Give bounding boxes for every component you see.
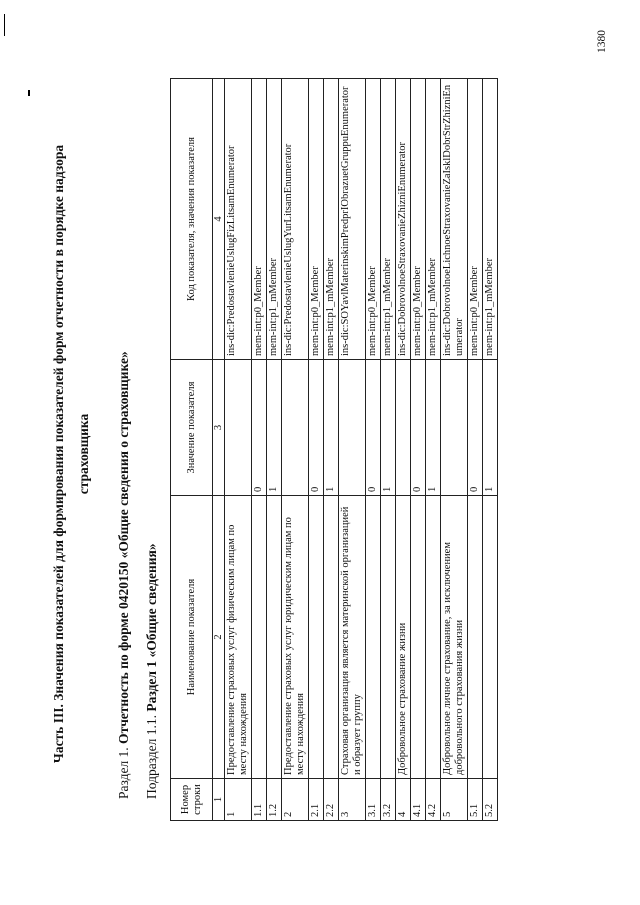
indicator-code-cell: ins-dic:SOYavlMaterinskimPredprIObrazuetGruppuEnumerator (339, 79, 366, 360)
subsection-heading: Подраздел 1.1. Раздел 1 «Общие сведения» (144, 543, 159, 799)
indicator-code-cell: mem-int:p1_mMember (426, 79, 441, 360)
indicator-value-cell: 1 (267, 360, 282, 496)
indicator-name-cell (381, 496, 396, 779)
indicator-name-cell (309, 496, 324, 779)
indicator-name-cell (267, 496, 282, 779)
column-number: 4 (213, 79, 225, 360)
column-number-row (213, 79, 225, 821)
indicator-value-cell: 1 (324, 360, 339, 496)
indicator-name-cell: Предоставление страховых услуг юридическим лицам по месту нахождения (282, 496, 309, 779)
column-number: 3 (213, 360, 225, 496)
indicator-name-cell (483, 496, 498, 779)
table-row (426, 79, 441, 821)
indicator-value-cell (282, 360, 309, 496)
indicator-name-cell (366, 496, 381, 779)
row-number-cell: 5.1 (468, 779, 483, 821)
page-number: 1380 (596, 30, 608, 53)
table-row (252, 79, 267, 821)
indicator-name-cell (411, 496, 426, 779)
table-row (282, 79, 309, 821)
row-number-cell: 2 (282, 779, 309, 821)
row-number-cell: 1.1 (252, 779, 267, 821)
row-number-cell: 4 (396, 779, 411, 821)
indicator-name-cell: Добровольное личное страхование, за исключением добровольного страхования жизни (441, 496, 468, 779)
header-indicator-name: Наименование показателя (171, 496, 213, 779)
indicators-table (170, 78, 498, 821)
indicator-value-cell: 0 (468, 360, 483, 496)
indicator-value-cell (396, 360, 411, 496)
indicator-code-cell: ins-dic:DobrovolnoeLichnoeStraxovanieZaIsklDobrStrZhizniEnumerator (441, 79, 468, 360)
row-number-cell: 4.2 (426, 779, 441, 821)
row-number-cell: 1 (225, 779, 252, 821)
indicator-code-cell: ins-dic:PredostavlenieUslugFizLitsamEnumerator (225, 79, 252, 360)
indicator-value-cell (225, 360, 252, 496)
indicator-value-cell (441, 360, 468, 496)
indicator-code-cell: mem-int:p0_Member (366, 79, 381, 360)
indicator-code-cell: mem-int:p1_mMember (381, 79, 396, 360)
header-indicator-code: Код показателя, значения показателя (171, 79, 213, 360)
indicator-code-cell: mem-int:p1_mMember (324, 79, 339, 360)
table-row (483, 79, 498, 821)
table-row (267, 79, 282, 821)
indicator-name-cell (468, 496, 483, 779)
indicator-code-cell: mem-int:p0_Member (411, 79, 426, 360)
row-number-cell: 3.1 (366, 779, 381, 821)
table-row (396, 79, 411, 821)
indicator-code-cell: mem-int:p1_mMember (483, 79, 498, 360)
indicator-value-cell: 0 (366, 360, 381, 496)
row-number-cell: 3.2 (381, 779, 396, 821)
indicator-value-cell: 0 (252, 360, 267, 496)
row-number-cell: 2.1 (309, 779, 324, 821)
indicator-value-cell: 1 (381, 360, 396, 496)
table-row (366, 79, 381, 821)
indicator-value-cell: 0 (309, 360, 324, 496)
indicator-value-cell (339, 360, 366, 496)
indicator-value-cell: 0 (411, 360, 426, 496)
indicator-name-cell: Предоставление страховых услуг физическим лицам по месту нахождения (225, 496, 252, 779)
row-number-cell: 2.2 (324, 779, 339, 821)
header-row-number: Номер строки (171, 779, 213, 821)
table-row (411, 79, 426, 821)
table-row (381, 79, 396, 821)
row-number-cell: 5 (441, 779, 468, 821)
table-row (225, 79, 252, 821)
indicator-code-cell: mem-int:p0_Member (468, 79, 483, 360)
table-body (225, 79, 498, 821)
indicator-code-cell: mem-int:p1_mMember (267, 79, 282, 360)
table-row (309, 79, 324, 821)
row-number-cell: 1.2 (267, 779, 282, 821)
row-number-cell: 3 (339, 779, 366, 821)
indicator-name-cell (426, 496, 441, 779)
row-number-cell: 5.2 (483, 779, 498, 821)
part-title-continued: страховщика (76, 413, 91, 495)
row-number-cell: 4.1 (411, 779, 426, 821)
header-indicator-value: Значение показателя (171, 360, 213, 496)
table-row (339, 79, 366, 821)
indicator-code-cell: ins-dic:PredostavlenieUslugYurLitsamEnumerator (282, 79, 309, 360)
indicator-name-cell (252, 496, 267, 779)
table-row (468, 79, 483, 821)
indicator-name-cell: Добровольное страхование жизни (396, 496, 411, 779)
table-row (324, 79, 339, 821)
part-title: Часть III. Значения показателей для формирования показателей форм отчетности в порядке надзора (51, 144, 66, 764)
indicator-name-cell (324, 496, 339, 779)
indicator-code-cell: mem-int:p0_Member (309, 79, 324, 360)
table-row (441, 79, 468, 821)
section-heading: Раздел 1. Отчетность по форме 0420150 «Общие сведения о страховщике» (116, 351, 131, 799)
indicator-value-cell: 1 (426, 360, 441, 496)
column-number: 2 (213, 496, 225, 779)
indicator-value-cell: 1 (483, 360, 498, 496)
indicator-code-cell: mem-int:p0_Member (252, 79, 267, 360)
header-row (171, 79, 213, 821)
indicator-name-cell: Страховая организация является материнской организацией и образует группу (339, 496, 366, 779)
column-number: 1 (213, 779, 225, 821)
indicator-code-cell: ins-dic:DobrovolnoeStraxovanieZhizniEnumerator (396, 79, 411, 360)
